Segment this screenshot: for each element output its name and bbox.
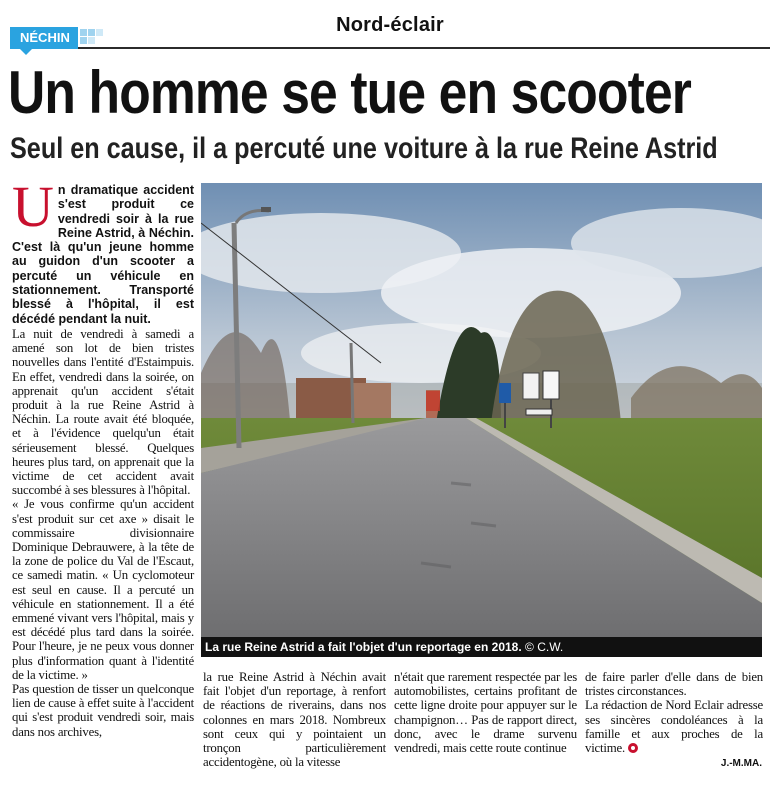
publication-name: Nord-éclair bbox=[336, 14, 444, 36]
header-rule bbox=[10, 47, 770, 49]
body-paragraph: La nuit de vendredi à samedi a amené son lot de bien tristes nouvelles dans l'entité d'Estaimpuis. En effet, vendredi dans la soirée, on apprenait qu'un accident s'était produit à la rue Reine Astrid à Néchin. La route avait été bloquée, et à l'évidence quelqu'un était sérieusement blessé. Quelques heures plus tard, on apprenait que la victime de cet accident avait succombé à ses blessures à l'hôpital. bbox=[12, 327, 194, 498]
lead-text: n dramatique accident s'est produit ce vendredi soir à la rue Reine Astrid, à Néchin. C'est là qu'un jeune homme au guidon d'un scooter a percuté un véhicule en stationnement. Transporté blessé à l'hôpital, il est décédé pendant la nuit. bbox=[12, 183, 194, 326]
column-2 bbox=[203, 670, 386, 769]
subheadline: Seul en cause, il a percuté une voiture à la rue Reine Astrid bbox=[10, 132, 718, 165]
closing-text: La rédaction de Nord Eclair adresse ses sincères condoléances à la famille et aux proches de la victime. bbox=[585, 698, 763, 756]
photo-credit: © C.W. bbox=[525, 640, 564, 654]
section-tag-notch bbox=[20, 49, 32, 55]
section-tag: NÉCHIN bbox=[10, 27, 78, 49]
column-4 bbox=[585, 670, 763, 755]
author-signature: J.-M.MA. bbox=[720, 758, 762, 769]
body-paragraph bbox=[585, 698, 763, 755]
tag-decoration bbox=[80, 27, 120, 49]
article-photo bbox=[201, 183, 762, 637]
body-paragraph: « Je vous confirme qu'un accident s'est produit sur cet axe » disait le commissaire divisionnaire Dominique Debrauwere, à la tête de la zone de police du Val de l'Escaut, ce samedi matin. « Un cyclomoteur est seul en cause. Il a percuté un véhicule en stationnement. Il a été emmené vivant vers l'hôpital, mais y est décédé plus tard dans la soirée. Pour l'heure, je ne peux vous donner plus d'information quant à l'identité de la victime. » bbox=[12, 497, 194, 682]
column-3 bbox=[394, 670, 577, 755]
body-paragraph: de faire parler d'elle dans de bien tristes circonstances. bbox=[585, 670, 763, 699]
body-paragraph: n'était que rarement respectée par les automobilistes, certains profitant de cette ligne droite pour appuyer sur le champignon… Pas de rapport direct, donc, avec le drame survenu vendredi, mais cette route continue bbox=[394, 670, 577, 756]
column-1 bbox=[12, 327, 194, 739]
photo-caption bbox=[201, 637, 762, 657]
headline: Un homme se tue en scooter bbox=[8, 59, 692, 126]
caption-text: La rue Reine Astrid a fait l'objet d'un reportage en 2018. bbox=[205, 640, 522, 654]
body-paragraph: Pas question de tisser un quelconque lien de cause à effet suite à l'accident qui s'est produit vendredi soir, mais dans nos archives, bbox=[12, 682, 194, 739]
drop-cap: U bbox=[12, 174, 54, 239]
lead-paragraph bbox=[12, 174, 194, 326]
end-mark-icon bbox=[628, 743, 638, 753]
body-paragraph: la rue Reine Astrid à Néchin avait fait l'objet d'un reportage, à renfort de réactions de riverains, dans nos colonnes en mars 2018. Nombreux sont ceux qui y pointaient un tronçon particulièrement accidentogène, où la vitesse bbox=[203, 670, 386, 770]
